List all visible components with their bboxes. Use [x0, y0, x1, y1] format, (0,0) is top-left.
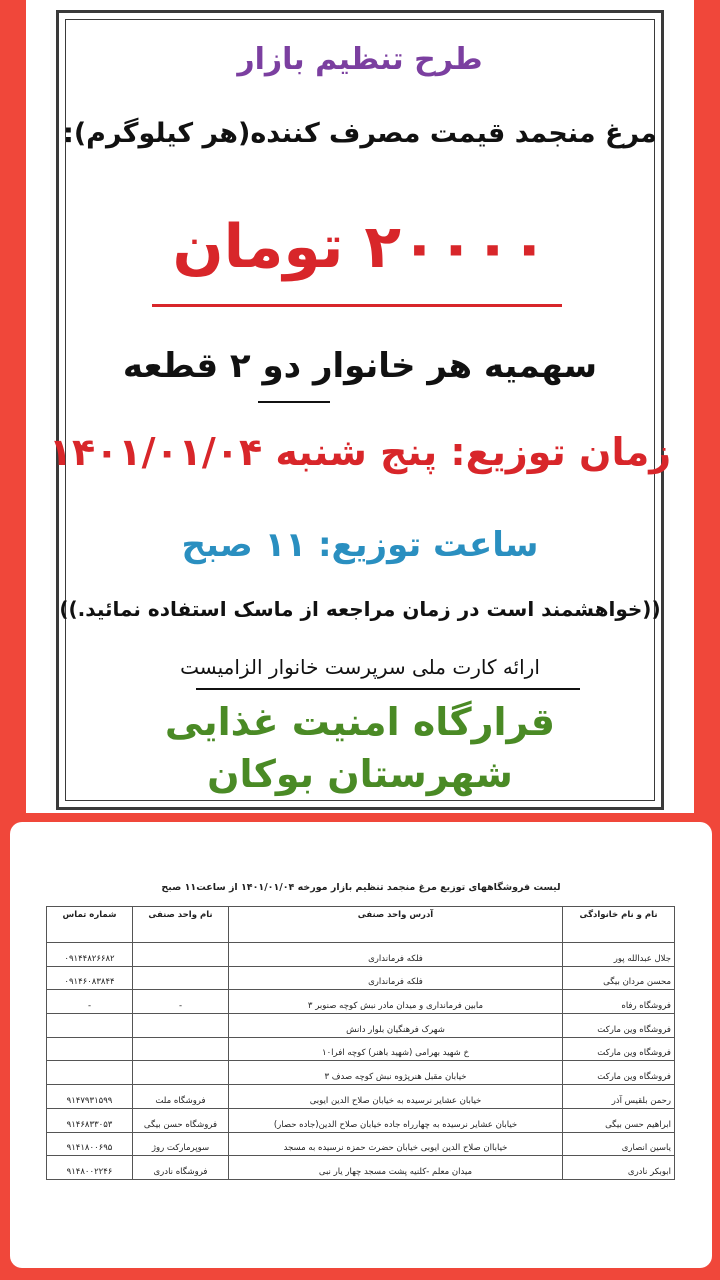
cell-address: خیابان عشایر نرسیده به چهارراه جاده خیابان صلاح الدین(جاده حصار): [229, 1108, 563, 1132]
table-header-row: [47, 907, 675, 943]
poster-title: طرح تنظیم بازار: [237, 42, 483, 77]
cell-unit: [133, 1037, 229, 1061]
cell-name: فروشگاه وین مارکت: [563, 1014, 675, 1038]
product-price-label: مرغ منجمد قیمت مصرف کننده(هر کیلوگرم):: [63, 118, 657, 149]
id-card-underline: [196, 688, 580, 690]
table-row: [47, 1037, 675, 1061]
header-name: نام و نام خانوادگی: [563, 907, 675, 943]
distribution-poster: [26, 0, 694, 813]
organization-city: شهرستان بوکان: [207, 752, 513, 796]
stores-table: [46, 906, 675, 1180]
cell-phone: ۹۱۴۸۰۰۲۲۴۶: [47, 1156, 133, 1180]
cell-name: ابراهیم حسن بیگی: [563, 1108, 675, 1132]
cell-unit: [133, 1014, 229, 1038]
cell-unit: [133, 966, 229, 990]
table-row: [47, 1156, 675, 1180]
cell-unit: فروشگاه حسن بیگی: [133, 1108, 229, 1132]
cell-phone: -: [47, 990, 133, 1014]
table-row: [47, 1108, 675, 1132]
cell-name: یاسین انصاری: [563, 1132, 675, 1156]
cell-name: ابوبکر نادری: [563, 1156, 675, 1180]
header-address: آدرس واحد صنفی: [229, 907, 563, 943]
price-value: ۲۰۰۰۰ تومان: [172, 212, 548, 282]
organization-name: قرارگاه امنیت غذایی: [164, 700, 556, 744]
cell-phone: [47, 1014, 133, 1038]
mask-notice: ((خواهشمند است در زمان مراجعه از ماسک استفاده نمائید.)): [59, 597, 661, 621]
cell-unit: -: [133, 990, 229, 1014]
cell-unit: سوپرمارکت روژ: [133, 1132, 229, 1156]
cell-phone: [47, 1061, 133, 1085]
cell-unit: [133, 943, 229, 967]
cell-name: رحمن بلقیس آذر: [563, 1085, 675, 1109]
table-row: [47, 990, 675, 1014]
quota-underline: [258, 401, 330, 403]
cell-address: فلکه فرمانداری: [229, 943, 563, 967]
cell-phone: ۹۱۴۱۸۰۰۶۹۵: [47, 1132, 133, 1156]
distribution-time: ساعت توزیع: ۱۱ صبح: [181, 525, 539, 565]
table-row: [47, 943, 675, 967]
cell-address: شهرک فرهنگیان بلوار دانش: [229, 1014, 563, 1038]
cell-address: میدان معلم -کلنیه پشت مسجد چهار یار نبی: [229, 1156, 563, 1180]
cell-address: خیاباان صلاح الدین ایوبی خیابان حضرت حمزه نرسیده به مسجد: [229, 1132, 563, 1156]
cell-unit: فروشگاه ملت: [133, 1085, 229, 1109]
cell-name: فروشگاه وین مارکت: [563, 1037, 675, 1061]
table-row: [47, 1132, 675, 1156]
id-card-notice: ارائه کارت ملی سرپرست خانوار الزامیست: [180, 655, 540, 679]
cell-address: فلکه فرمانداری: [229, 966, 563, 990]
cell-address: خیابان مقبل هنرپژوه نبش کوچه صدف ۳: [229, 1061, 563, 1085]
cell-address: مابین فرمانداری و میدان مادر نبش کوچه صنوبر ۳: [229, 990, 563, 1014]
cell-address: خ شهید بهرامی (شهید باهنر) کوچه افرا۱۰: [229, 1037, 563, 1061]
cell-unit: [133, 1061, 229, 1085]
table-row: [47, 1085, 675, 1109]
header-phone: شماره تماس: [47, 907, 133, 943]
stores-list-title: لیست فروشگاههای توزیع مرغ منجمد تنظیم بازار مورخه ۱۴۰۱/۰۱/۰۴ از ساعت۱۱ صبح: [161, 882, 561, 893]
table-row: [47, 966, 675, 990]
header-unit: نام واحد صنفی: [133, 907, 229, 943]
cell-phone: ۰۹۱۴۶۰۸۳۸۴۴: [47, 966, 133, 990]
cell-name: جلال عبدالله پور: [563, 943, 675, 967]
cell-phone: ۹۱۴۷۹۳۱۵۹۹: [47, 1085, 133, 1109]
price-divider: [152, 304, 562, 307]
cell-phone: ۰۹۱۴۴۸۲۶۶۸۲: [47, 943, 133, 967]
cell-unit: فروشگاه نادری: [133, 1156, 229, 1180]
cell-phone: ۹۱۴۶۸۳۳۰۵۳: [47, 1108, 133, 1132]
table-row: [47, 1061, 675, 1085]
table-row: [47, 1014, 675, 1038]
stores-list-sheet: [10, 822, 712, 1268]
distribution-date: زمان توزیع: پنج شنبه ۱۴۰۱/۰۱/۰۴: [48, 430, 672, 474]
cell-phone: [47, 1037, 133, 1061]
cell-name: فروشگاه رفاه: [563, 990, 675, 1014]
cell-name: فروشگاه وین مارکت: [563, 1061, 675, 1085]
household-quota: سهمیه هر خانوار دو ۲ قطعه: [122, 346, 598, 386]
cell-name: محسن مردان بیگی: [563, 966, 675, 990]
cell-address: خیابان عشایر نرسیده به خیابان صلاح الدین ایوبی: [229, 1085, 563, 1109]
